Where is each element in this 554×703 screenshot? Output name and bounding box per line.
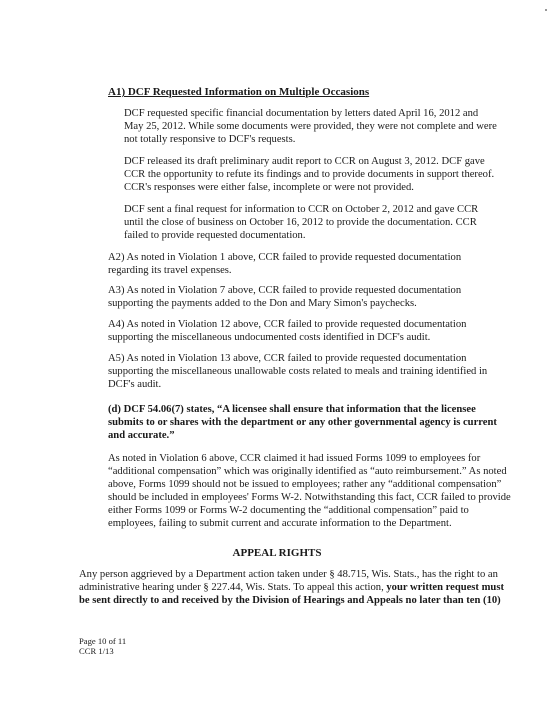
a1-paragraph: DCF requested specific financial documentation by letters dated April 16, 2012 and May 25, 2012. While some documents were provided, they were not complete and were not totally responsive to DCF's requests. (124, 108, 497, 145)
scan-speck (545, 9, 547, 11)
footer-page-number: Page 10 of 11 (79, 636, 127, 646)
item-a4: A4) As noted in Violation 12 above, CCR failed to provide requested documentation supporting the miscellaneous undocumented costs identified in DCF's audit. (108, 319, 467, 343)
item-a3: A3) As noted in Violation 7 above, CCR failed to provide requested documentation supporting the payments added to the Don and Mary Simon's paychecks. (108, 285, 462, 309)
a1-paragraph: DCF sent a final request for information to CCR on October 2, 2012 and gave CCR until the close of business on October 16, 2012 to provide the documentation. CCR failed to provide requested documentation. (124, 204, 479, 241)
rule-paragraph: As noted in Violation 6 above, CCR claimed it had issued Forms 1099 to employees for “additional compensation” which was originally identified as “auto reimbursement.” As noted above, Forms 1099 should not be issued to employees; rather any “additional compensation” should be included in employees' Forms W-2. Notwithstanding this fact, CCR failed to provide either Forms 1099 or Forms W-2 documenting the “additional compensation” paid to employees, failing to submit current and accurate information to the Department. (108, 453, 511, 529)
appeal-text-bold: your written request must be sent directly to and received by the Division of Hearings and Appeals no later than ten (10) (79, 582, 504, 606)
appeal-paragraph (79, 568, 509, 607)
a1-paragraph: DCF released its draft preliminary audit report to CCR on August 3, 2012. DCF gave CCR the opportunity to refute its findings and to provide documents in support thereof. CCR's responses were either false, incomplete or were not provided. (124, 156, 495, 193)
rule-heading: (d) DCF 54.06(7) states, “A licensee shall ensure that information that the licensee submits to or shares with the department or any other governmental agency is current and accurate.” (108, 404, 497, 441)
item-a5: A5) As noted in Violation 13 above, CCR failed to provide requested documentation supporting the miscellaneous unallowable costs related to meals and training identified in DCF's audit. (108, 353, 488, 390)
footer-doc-code: CCR 1/13 (79, 646, 114, 656)
section-heading-a1: A1) DCF Requested Information on Multiple Occasions (108, 86, 370, 98)
item-a2: A2) As noted in Violation 1 above, CCR failed to provide requested documentation regarding its travel expenses. (108, 252, 462, 276)
appeal-text: Any person aggrieved by a Department action taken under § 48.715, Wis. Stats., has the right to an administrative hearing under § 227.44, Wis. Stats. To appeal this action, (79, 569, 498, 593)
appeal-rights-heading: APPEAL RIGHTS (232, 547, 322, 559)
